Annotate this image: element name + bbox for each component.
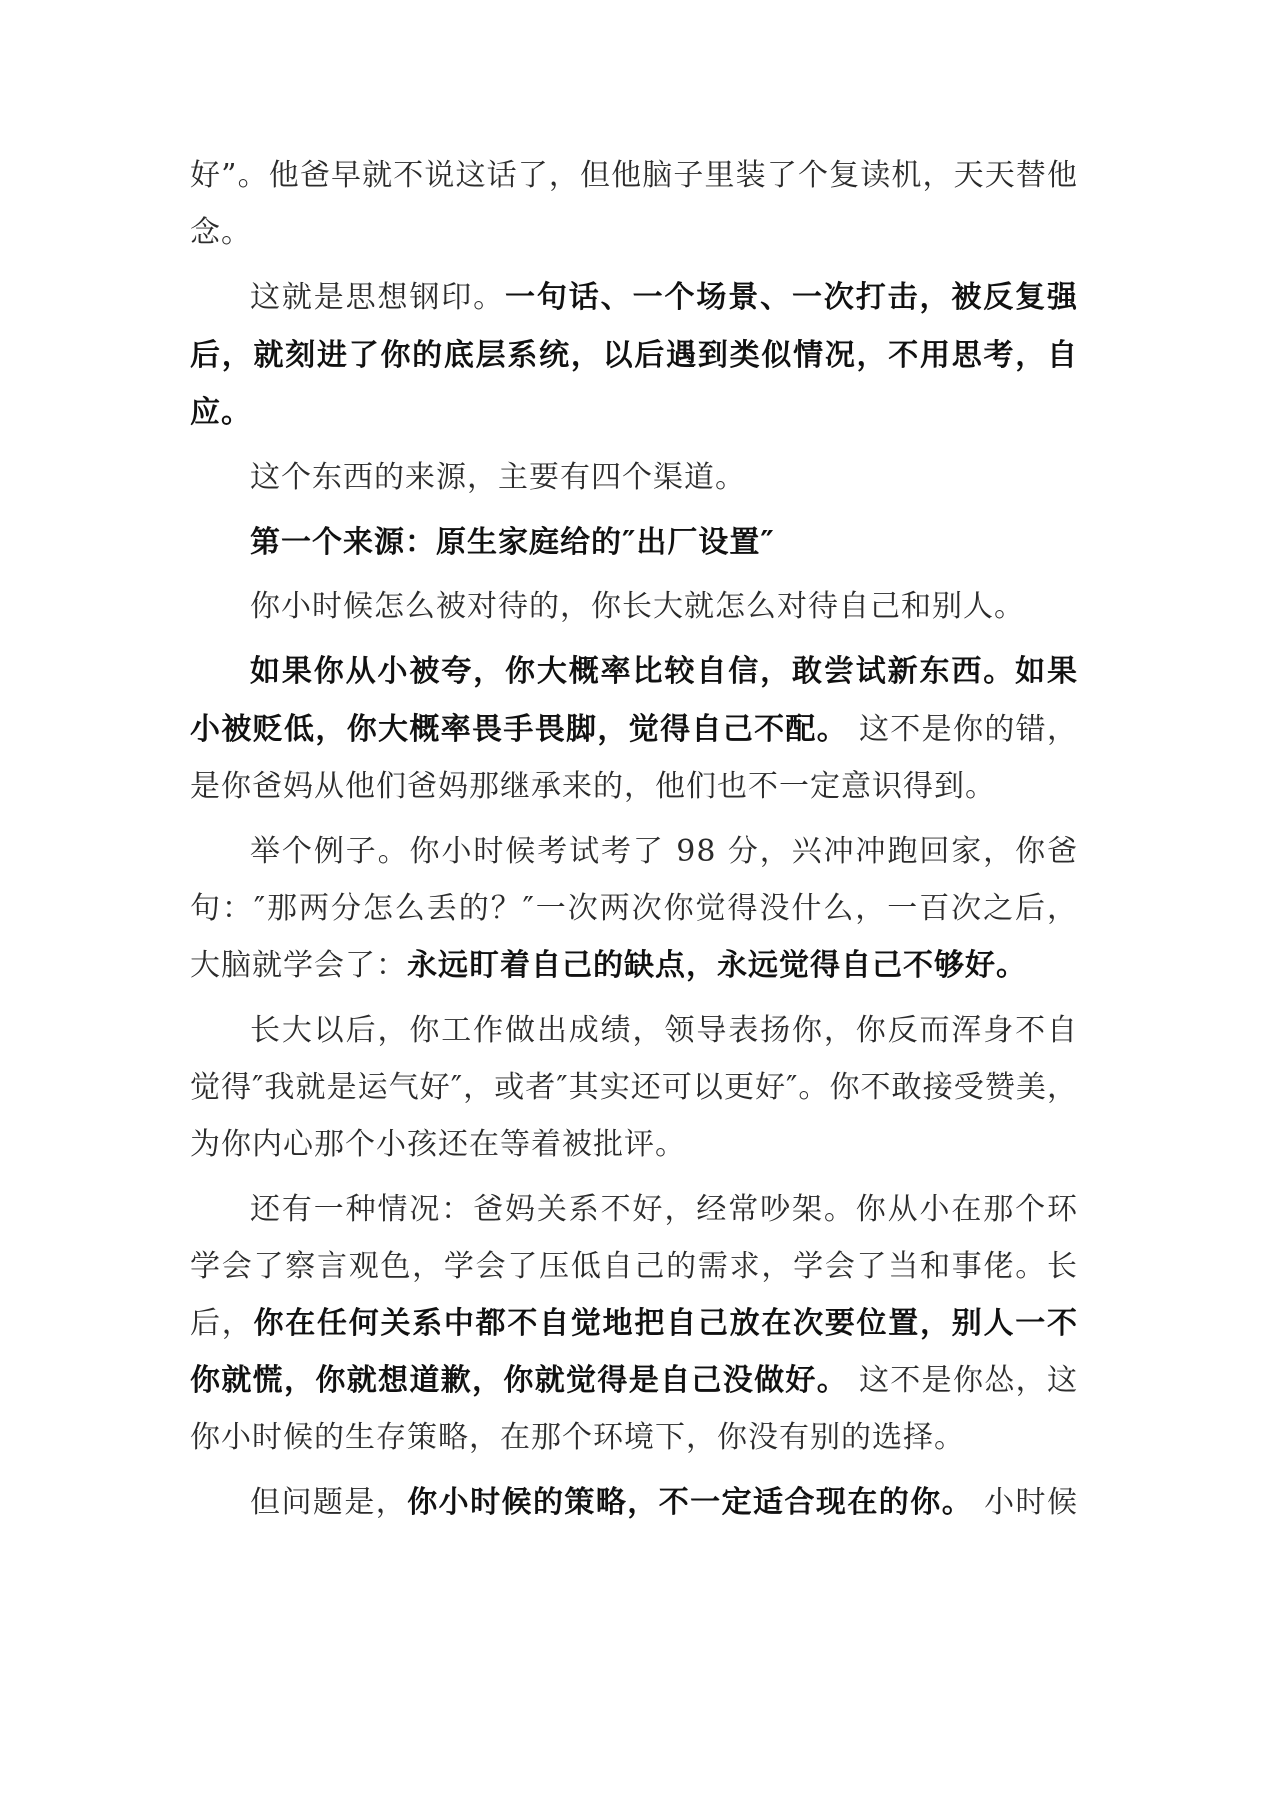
- text-line: [190, 708, 1078, 752]
- bold-text-run: 你就慌，你就想道歉，你就觉得是自己没做好。: [190, 1363, 849, 1398]
- text-run: 长大以后，你工作做出成绩，领导表扬你，你反而浑身不自: [250, 1013, 1078, 1048]
- text-line: [250, 456, 746, 500]
- text-run: 为你内心那个小孩还在等着被批评。: [190, 1127, 686, 1162]
- section-heading: [250, 521, 775, 565]
- text-run: 句：″那两分怎么丢的？″一次两次你觉得没什么，一百次之后，: [190, 891, 1078, 926]
- text-line: [190, 1066, 1078, 1110]
- bold-text-run: 后，就刻进了你的底层系统，以后遇到类似情况，不用思考，自: [190, 338, 1078, 373]
- text-line: [190, 944, 1027, 988]
- text-line: [190, 1359, 1078, 1403]
- text-run: 念。: [190, 215, 252, 250]
- text-run: 是你爸妈从他们爸妈那继承来的，他们也不一定意识得到。: [190, 769, 996, 804]
- text-run: 这不是你的错，: [858, 712, 1078, 747]
- text-run: 你小时候的生存策略，在那个环境下，你没有别的选择。: [190, 1420, 965, 1455]
- bold-text-run: 第一个来源：原生家庭给的″出厂设置″: [250, 525, 775, 560]
- text-line: [250, 650, 1078, 694]
- text-line: [190, 211, 252, 255]
- text-line: [190, 1302, 1078, 1346]
- text-run: 这个东西的来源，主要有四个渠道。: [250, 460, 746, 495]
- text-line: [250, 276, 1078, 320]
- text-line: [190, 1416, 965, 1460]
- text-run: 小时候: [984, 1485, 1078, 1520]
- text-run: 你小时候怎么被对待的，你长大就怎么对待自己和别人。: [250, 589, 1025, 624]
- text-line: [190, 1245, 1078, 1289]
- text-run: 这不是你怂，这: [858, 1363, 1078, 1398]
- text-line: [190, 765, 996, 809]
- text-line: [250, 830, 1078, 874]
- bold-text-run: 永远盯着自己的缺点，永远觉得自己不够好。: [407, 948, 1027, 983]
- text-line: [190, 887, 1078, 931]
- text-run: 举个例子。你小时候考试考了 98 分，兴冲冲跑回家，你爸: [250, 834, 1078, 869]
- bold-text-run: 小被贬低，你大概率畏手畏脚，觉得自己不配。: [190, 712, 849, 747]
- text-line: [250, 585, 1025, 629]
- bold-text-run: 一句话、一个场景、一次打击，被反复强: [505, 280, 1078, 315]
- text-line: [190, 1123, 686, 1167]
- text-line: [190, 391, 252, 435]
- text-run: 但问题是，: [250, 1485, 408, 1520]
- bold-text-run: 你小时候的策略，不一定适合现在的你。: [407, 1485, 974, 1520]
- text-run: 学会了察言观色，学会了压低自己的需求，学会了当和事佬。长: [190, 1249, 1078, 1284]
- bold-text-run: 如果你从小被夸，你大概率比较自信，敢尝试新东西。如果: [250, 654, 1078, 689]
- bold-text-run: 你在任何关系中都不自觉地把自己放在次要位置，别人一不: [253, 1306, 1078, 1341]
- text-line: [250, 1481, 1078, 1525]
- text-line: [190, 154, 1078, 198]
- text-run: 后，: [190, 1306, 254, 1341]
- text-run: 大脑就学会了：: [190, 948, 407, 983]
- text-run: 这就是思想钢印。: [250, 280, 506, 315]
- text-run: 还有一种情况：爸妈关系不好，经常吵架。你从小在那个环: [250, 1192, 1078, 1227]
- text-line: [250, 1009, 1078, 1053]
- text-line: [190, 334, 1078, 378]
- text-run: 觉得″我就是运气好″，或者″其实还可以更好″。你不敢接受赞美，: [190, 1070, 1078, 1105]
- text-run: 好”。他爸早就不说这话了，但他脑子里装了个复读机，天天替他: [190, 158, 1078, 193]
- bold-text-run: 应。: [190, 395, 252, 430]
- text-line: [250, 1188, 1078, 1232]
